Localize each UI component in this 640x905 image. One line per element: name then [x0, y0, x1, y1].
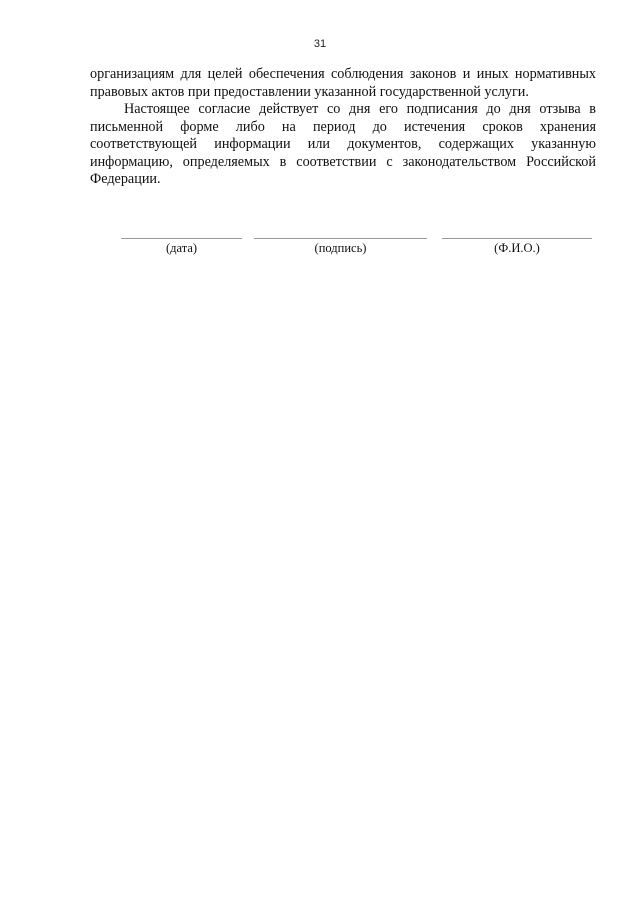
- signature-line: [254, 238, 427, 239]
- date-line: [121, 238, 242, 239]
- signature-caption: (подпись): [314, 241, 367, 255]
- full-name-line: [442, 238, 592, 239]
- date-field: [121, 238, 242, 255]
- full-name-field: [442, 238, 592, 255]
- signature-field: [254, 238, 427, 255]
- page-number: 31: [313, 38, 327, 50]
- document-body: [90, 66, 596, 189]
- full-name-caption: (Ф.И.О.): [494, 241, 540, 255]
- paragraph-continuation: организациям для целей обеспечения соблюдения законов и иных нормативных правовых актов при предоставлении указанной государственной услуги.: [90, 66, 596, 100]
- paragraph-consent-validity: Настоящее согласие действует со дня его подписания до дня отзыва в письменной форме либо на период до истечения сроков хранения соответствующей информации или документов, содержащих указанную информацию, определяемых в соответствии с законодательством Российской Федерации.: [90, 101, 596, 187]
- signature-block: [0, 238, 640, 268]
- date-caption: (дата): [165, 241, 198, 255]
